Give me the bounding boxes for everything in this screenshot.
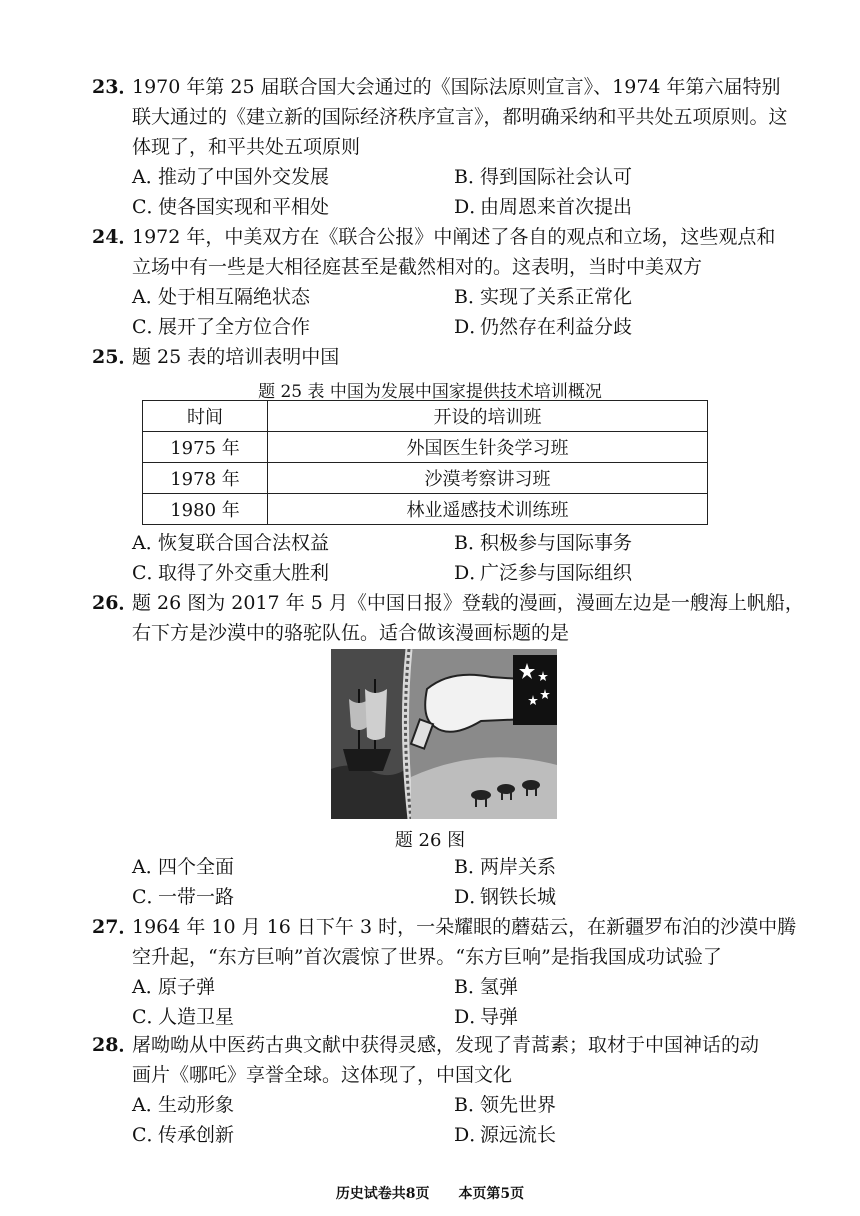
question-28 bbox=[92, 1030, 804, 1150]
option-a: A．四个全面 bbox=[132, 856, 235, 878]
option-a: A．推动了中国外交发展 bbox=[132, 166, 330, 188]
cartoon-image bbox=[331, 649, 557, 819]
table-cell: 林业遥感技术训练班 bbox=[268, 494, 708, 525]
question-number: 25． bbox=[92, 346, 138, 368]
option-c: C．传承创新 bbox=[132, 1124, 235, 1146]
option-a: A．处于相互隔绝状态 bbox=[132, 286, 311, 308]
options bbox=[92, 852, 804, 912]
table-cell: 外国医生针灸学习班 bbox=[268, 432, 708, 463]
question-number: 27． bbox=[92, 916, 138, 938]
page-footer bbox=[0, 1183, 860, 1203]
option-d: D．钢铁长城 bbox=[454, 886, 557, 908]
question-23 bbox=[92, 72, 804, 222]
question-stem-line1: 1964 年 10 月 16 日下午 3 时，一朵耀眼的蘑菇云，在新疆罗布泊的沙漠中腾 bbox=[132, 916, 797, 938]
option-d: D．源远流长 bbox=[454, 1124, 557, 1146]
option-b: B．氢弹 bbox=[454, 976, 519, 998]
question-stem-line1: 1970 年第 25 届联合国大会通过的《国际法原则宣言》、1974 年第六届特别 bbox=[132, 76, 781, 98]
option-b: B．得到国际社会认可 bbox=[454, 166, 633, 188]
table-header: 开设的培训班 bbox=[268, 401, 708, 432]
footer-current-page: 本页第5页 bbox=[458, 1186, 525, 1202]
option-c: C．人造卫星 bbox=[132, 1006, 235, 1028]
question-number: 26． bbox=[92, 592, 138, 614]
option-d: D．由周恩来首次提出 bbox=[454, 196, 633, 218]
options bbox=[92, 162, 804, 222]
option-b: B．两岸关系 bbox=[454, 856, 557, 878]
table-cell: 沙漠考察讲习班 bbox=[268, 463, 708, 494]
options bbox=[92, 282, 804, 342]
table-header: 时间 bbox=[143, 401, 268, 432]
option-a: A．恢复联合国合法权益 bbox=[132, 532, 330, 554]
options bbox=[92, 972, 804, 1032]
question-26 bbox=[92, 588, 804, 648]
question-25 bbox=[92, 342, 804, 372]
question-number: 24． bbox=[92, 226, 138, 248]
option-b: B．积极参与国际事务 bbox=[454, 532, 633, 554]
question-stem-line1: 题 26 图为 2017 年 5 月《中国日报》登载的漫画，漫画左边是一艘海上帆船， bbox=[132, 592, 804, 614]
figure-caption: 题 26 图 bbox=[394, 830, 466, 851]
table-row bbox=[143, 463, 708, 494]
option-c: C．取得了外交重大胜利 bbox=[132, 562, 330, 584]
question-25-options bbox=[92, 528, 804, 588]
table-header-row bbox=[143, 401, 708, 432]
option-d: D．仍然存在利益分歧 bbox=[454, 316, 633, 338]
question-number: 23． bbox=[92, 76, 138, 98]
table-cell: 1975 年 bbox=[143, 432, 268, 463]
table-caption: 题 25 表 中国为发展中国家提供技术培训概况 bbox=[258, 382, 602, 402]
option-c: C．使各国实现和平相处 bbox=[132, 196, 330, 218]
table-cell: 1980 年 bbox=[143, 494, 268, 525]
option-d: D．广泛参与国际组织 bbox=[454, 562, 633, 584]
option-c: C．一带一路 bbox=[132, 886, 235, 908]
option-b: B．领先世界 bbox=[454, 1094, 557, 1116]
question-stem-rest: 右下方是沙漠中的骆驼队伍。适合做该漫画标题的是 bbox=[132, 622, 570, 644]
question-26-options bbox=[92, 852, 804, 912]
option-a: A．原子弹 bbox=[132, 976, 216, 998]
question-stem-rest: 联大通过的《建立新的国际经济秩序宣言》，都明确采纳和平共处五项原则。这体现了，和平共处五项原则 bbox=[132, 106, 788, 158]
option-c: C．展开了全方位合作 bbox=[132, 316, 311, 338]
footer-total-pages: 历史试卷共8页 bbox=[335, 1186, 430, 1202]
question-27 bbox=[92, 912, 804, 1032]
question-stem-rest: 画片《哪吒》享誉全球。这体现了，中国文化 bbox=[132, 1064, 513, 1086]
question-number: 28． bbox=[92, 1034, 138, 1056]
option-b: B．实现了关系正常化 bbox=[454, 286, 633, 308]
question-24 bbox=[92, 222, 804, 342]
table-row bbox=[143, 494, 708, 525]
question-stem-line1: 屠呦呦从中医药古典文献中获得灵感，发现了青蒿素；取材于中国神话的动 bbox=[132, 1034, 760, 1056]
table-cell: 1978 年 bbox=[143, 463, 268, 494]
table-row bbox=[143, 432, 708, 463]
option-d: D．导弹 bbox=[454, 1006, 519, 1028]
training-table bbox=[142, 400, 708, 525]
options bbox=[92, 1090, 804, 1150]
options bbox=[92, 528, 804, 588]
option-a: A．生动形象 bbox=[132, 1094, 235, 1116]
cartoon-drawing bbox=[331, 649, 557, 819]
question-stem-rest: 立场中有一些是大相径庭甚至是截然相对的。这表明，当时中美双方 bbox=[132, 256, 703, 278]
question-stem-line1: 题 25 表的培训表明中国 bbox=[132, 346, 340, 368]
question-stem-line1: 1972 年，中美双方在《联合公报》中阐述了各自的观点和立场，这些观点和 bbox=[132, 226, 776, 248]
question-stem-rest: 空升起，“东方巨响”首次震惊了世界。“东方巨响”是指我国成功试验了 bbox=[132, 946, 722, 968]
